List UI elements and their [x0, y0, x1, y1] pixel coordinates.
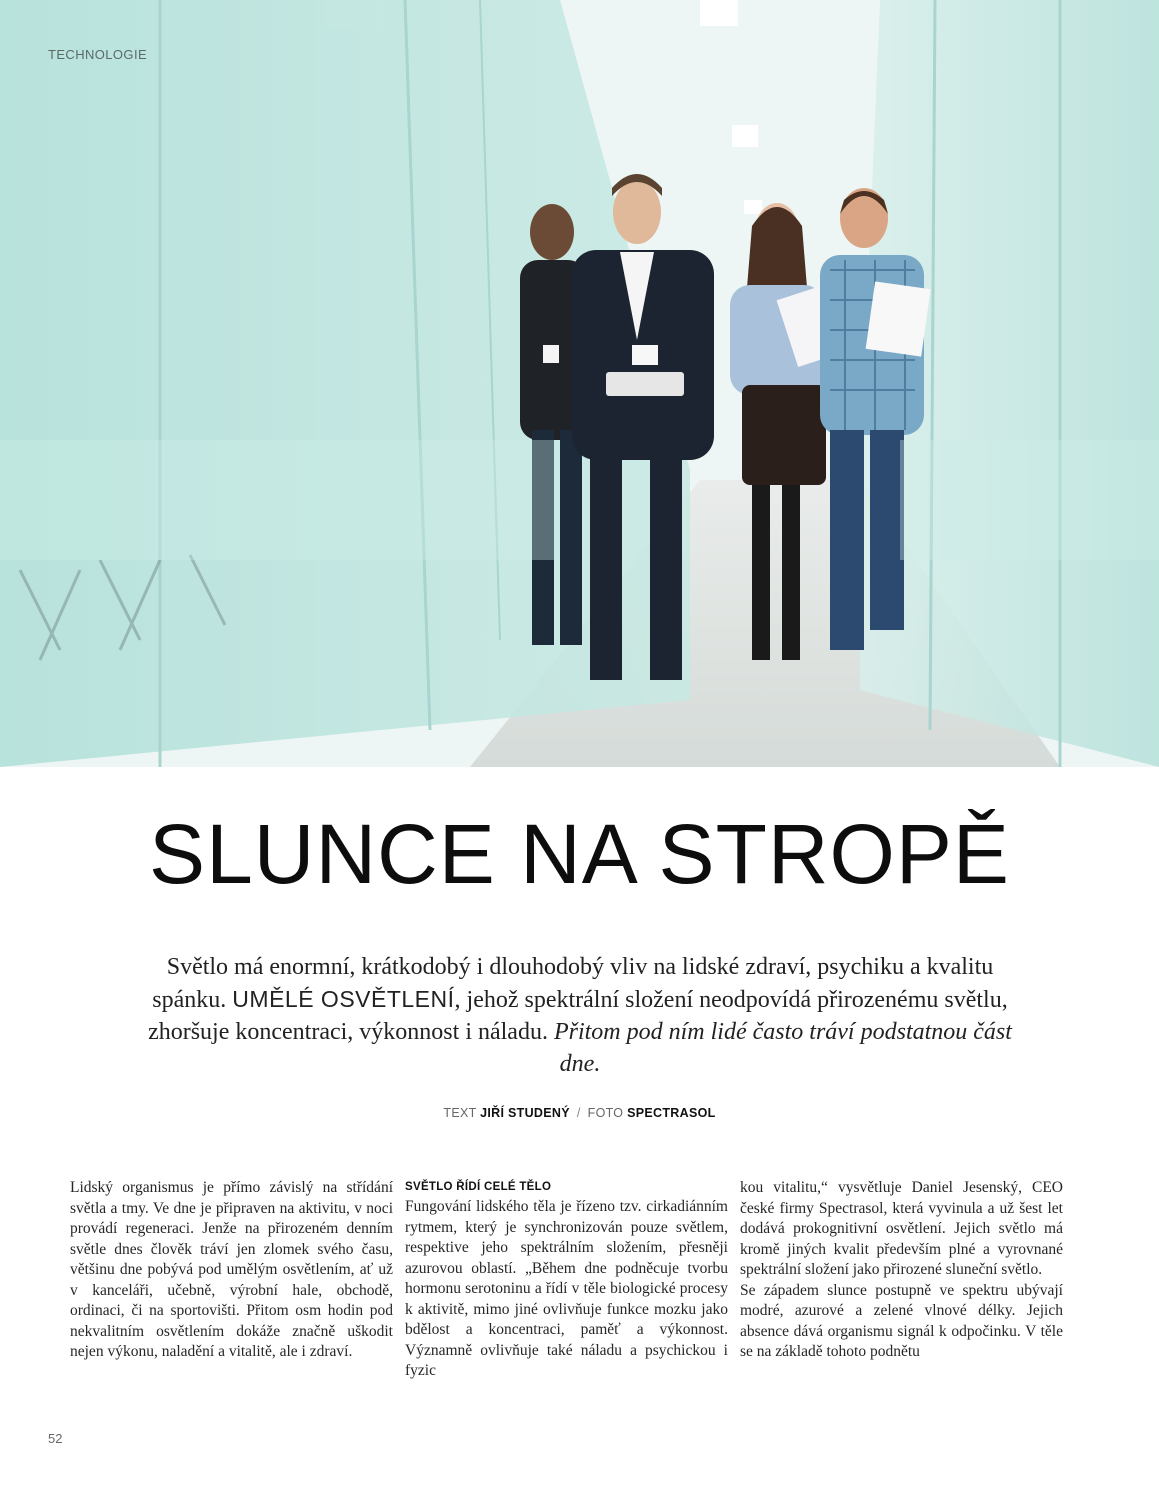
page-number: 52 — [48, 1431, 63, 1446]
lead-italic: Přitom pod ním lidé často tráví podstatnou část dne. — [553, 1019, 1012, 1077]
credits — [0, 1106, 1159, 1120]
column-1-text: Lidský organismus je přímo závislý na střídání světla a tmy. Ve dne je připraven na aktivitu, v noci provádí regeneraci. Jenže na přirozeném denním světle dnes člověk tráví jen zlomek svého času, většinu dne pobývá pod umělým osvětlením, ať už v kanceláři, učebně, výrobní hale, obchodě, ordinaci, či na sportovišti. Přitom osm hodin pod nekvalitním osvětlením dokáže značně uškodit nejen výkonu, naladění a vitalitě, ale i zdraví. — [70, 1179, 393, 1360]
column-2-subhead: SVĚTLO ŘÍDÍ CELÉ TĚLO — [405, 1181, 552, 1193]
section-label: TECHNOLOGIE — [48, 47, 148, 62]
credits-author: JIŘÍ STUDENÝ — [480, 1106, 570, 1120]
credits-separator: / — [576, 1106, 581, 1120]
credits-photographer: SPECTRASOL — [627, 1106, 716, 1120]
column-3-text: kou vitalitu,“ vysvětluje Daniel Jesenský, CEO české firmy Spectrasol, která vyvinula a už šest let dodává prokognitivní osvětlení. Jejich světlo má kromě jiných kvalit především plné a vyrovnané spektrální složení jako přirozené sluneční světlo. — [740, 1179, 1063, 1278]
lead-paragraph — [140, 951, 1020, 1080]
lead-text-part1: Světlo má enormní, krátkodobý i dlouhodobý vliv na lidské zdraví, psychiku a kvalitu spánku. — [152, 954, 994, 1013]
credits-photo-label: FOTO — [587, 1106, 624, 1120]
column-3-paragraph-2: Se západem slunce postupně ve spektru ubývají modré, azurové a zelené vlnové délky. Jejich absence dává organismu signál k odpočinku. V těle se na základě tohoto podnětu — [740, 1281, 1063, 1360]
credits-text-label: TEXT — [443, 1106, 477, 1120]
article-title: SLUNCE NA STROPĚ — [149, 807, 1010, 901]
column-2 — [405, 1180, 728, 1382]
column-2-text: Fungování lidského těla je řízeno tzv. cirkadiánním rytmem, který je synchronizován pouze světlem, respektive jeho spektrálním složením, přesněji azurovou oblastí. „Během dne podněcuje tvorbu hormonu serotoninu a řídí v těle biologické procesy k aktivitě, mimo jiné ovlivňuje funkce mozku jako bdělost a koncentraci, paměť a výkonnost. Významně ovlivňuje také náladu a psychickou i fyzic — [405, 1198, 728, 1379]
column-1 — [70, 1178, 393, 1363]
lead-text-part2: , jehož spektrální složení neodpovídá přirozenému světlu, zhoršuje koncentraci, výkonnost i náladu. — [148, 987, 1008, 1045]
column-3 — [740, 1178, 1063, 1363]
lead-highlight: UMĚLÉ OSVĚTLENÍ — [232, 986, 455, 1012]
